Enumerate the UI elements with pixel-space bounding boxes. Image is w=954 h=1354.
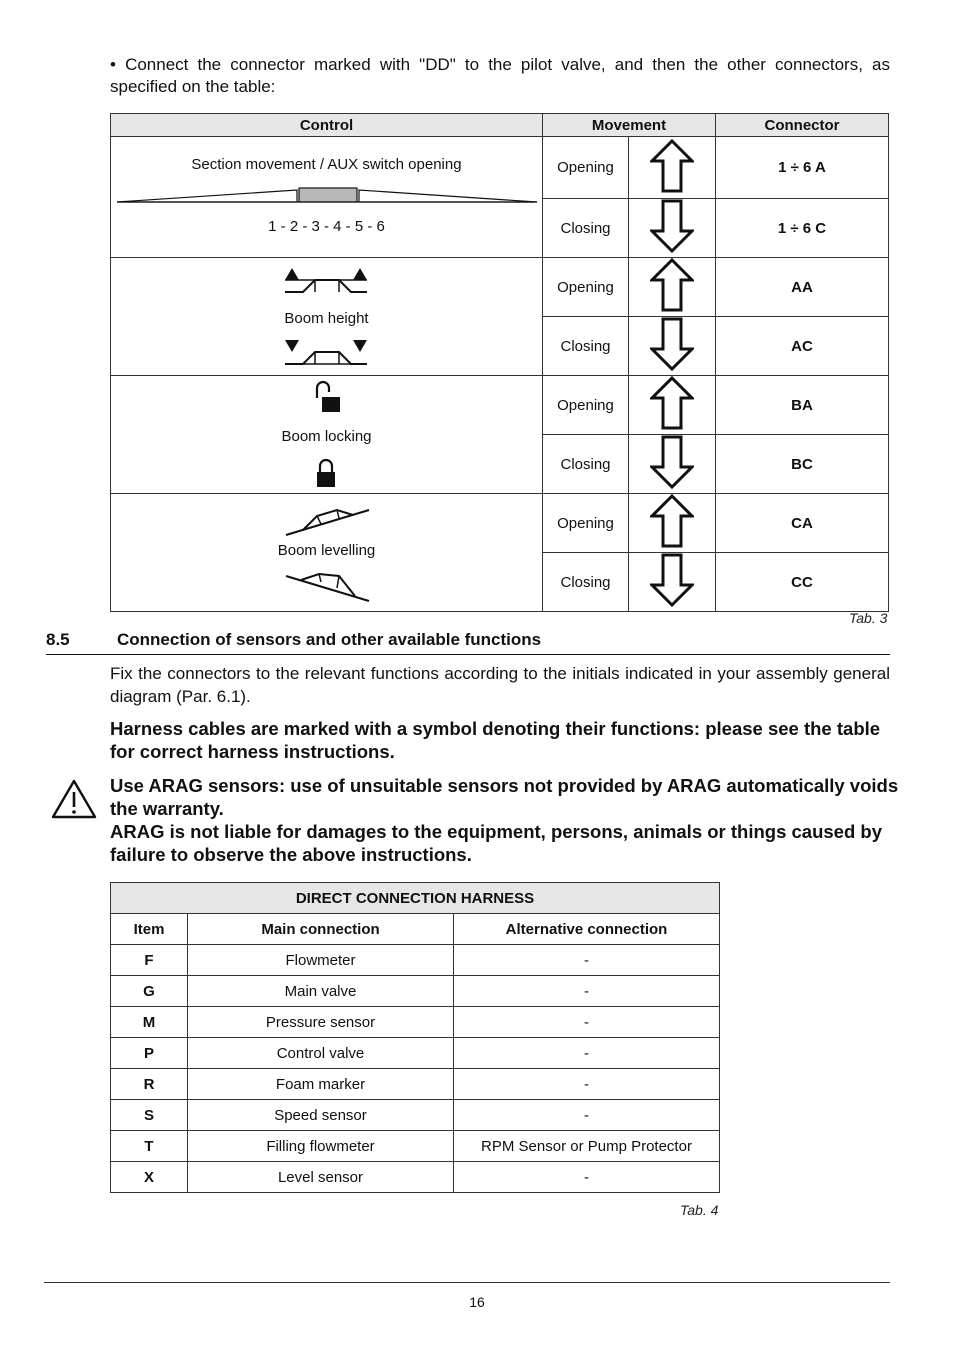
control-boom-height [111,258,543,376]
movement-label: Opening [543,376,629,435]
boom-height-label: Boom height [284,309,369,327]
footer-rule [44,1282,890,1283]
intro-text: • Connect the connector marked with "DD" to the pilot valve, and then the other connectors, as specified on the table: [110,55,890,96]
up-arrow-icon [629,494,716,553]
control-section-movement [111,137,543,258]
table-row [111,945,720,976]
movement-label: Closing [543,199,629,258]
item-code: M [111,1007,188,1038]
main-connection: Filling flowmeter [188,1131,454,1162]
item-code: G [111,976,188,1007]
locked-padlock-icon [314,456,338,490]
control-boom-locking [111,376,543,494]
header-item: Item [111,914,188,945]
section-title: Connection of sensors and other available functions [117,630,542,649]
connector-code: BC [716,435,889,494]
header-connector: Connector [716,114,889,137]
connector-code: AC [716,317,889,376]
warning-liability: ARAG is not liable for damages to the equipment, persons, animals or things caused by failure to observe the above instructions. [110,821,883,865]
boom-levelling-down-icon [283,568,373,604]
down-arrow-icon [629,317,716,376]
movement-label: Opening [543,258,629,317]
paragraph-harness: Harness cables are marked with a symbol denoting their functions: please see the table for correct harness instructions. [110,718,881,762]
boom-height-down-icon [283,338,369,366]
alt-connection: - [454,976,720,1007]
boom-height-up-icon [283,266,369,294]
alt-connection: - [454,1069,720,1100]
connector-code: BA [716,376,889,435]
item-code: T [111,1131,188,1162]
connector-code: CA [716,494,889,553]
down-arrow-icon [629,435,716,494]
alt-connection: RPM Sensor or Pump Protector [454,1131,720,1162]
movement-label: Closing [543,435,629,494]
section-numbers: 1 - 2 - 3 - 4 - 5 - 6 [268,218,385,235]
item-code: F [111,945,188,976]
page-number: 16 [469,1294,485,1310]
header-control: Control [111,114,543,137]
section-heading [46,628,890,655]
alt-connection: - [454,1162,720,1193]
connector-code: 1 ÷ 6 C [716,199,889,258]
header-alt: Alternative connection [454,914,720,945]
section-bar-icon [115,186,539,204]
main-connection: Speed sensor [188,1100,454,1131]
tab3-caption: Tab. 3 [849,610,888,626]
up-arrow-icon [629,137,716,199]
table-row [111,1038,720,1069]
alt-connection: - [454,1007,720,1038]
alt-connection: - [454,945,720,976]
unlocked-padlock-icon [313,380,343,414]
item-code: S [111,1100,188,1131]
table-row [111,976,720,1007]
main-connection: Level sensor [188,1162,454,1193]
main-connection: Control valve [188,1038,454,1069]
item-code: R [111,1069,188,1100]
section-number: 8.5 [46,630,70,649]
main-connection: Flowmeter [188,945,454,976]
movement-label: Closing [543,317,629,376]
down-arrow-icon [629,199,716,258]
table-4 [110,882,720,1193]
boom-locking-label: Boom locking [281,427,372,445]
table-row [111,1131,720,1162]
alt-connection: - [454,1100,720,1131]
warning-sensors: Use ARAG sensors: use of unsuitable sensors not provided by ARAG automatically voids the warranty. [110,775,899,819]
item-code: X [111,1162,188,1193]
tab4-title: DIRECT CONNECTION HARNESS [111,883,720,914]
main-connection: Foam marker [188,1069,454,1100]
table-row [111,1007,720,1038]
main-connection: Main valve [188,976,454,1007]
movement-label: Closing [543,553,629,612]
tab4-caption: Tab. 4 [680,1202,719,1218]
connector-code: 1 ÷ 6 A [716,137,889,199]
control-boom-levelling [111,494,543,612]
up-arrow-icon [629,258,716,317]
table-row [111,1069,720,1100]
header-main: Main connection [188,914,454,945]
movement-label: Opening [543,494,629,553]
down-arrow-icon [629,553,716,612]
section-label: Section movement / AUX switch opening [191,156,462,173]
boom-levelling-label: Boom levelling [277,541,376,559]
boom-levelling-up-icon [283,502,373,538]
movement-label: Opening [543,137,629,199]
connector-code: CC [716,553,889,612]
connector-code: AA [716,258,889,317]
warning-text [110,774,900,866]
header-movement: Movement [543,114,716,137]
up-arrow-icon [629,376,716,435]
item-code: P [111,1038,188,1069]
warning-icon [50,778,98,820]
alt-connection: - [454,1038,720,1069]
table-3 [110,113,889,612]
table-row [111,1162,720,1193]
main-connection: Pressure sensor [188,1007,454,1038]
table-row [111,1100,720,1131]
paragraph-fix-connectors: Fix the connectors to the relevant functions according to the initials indicated in your assembly general diagram (Par. 6.1). [110,664,890,706]
